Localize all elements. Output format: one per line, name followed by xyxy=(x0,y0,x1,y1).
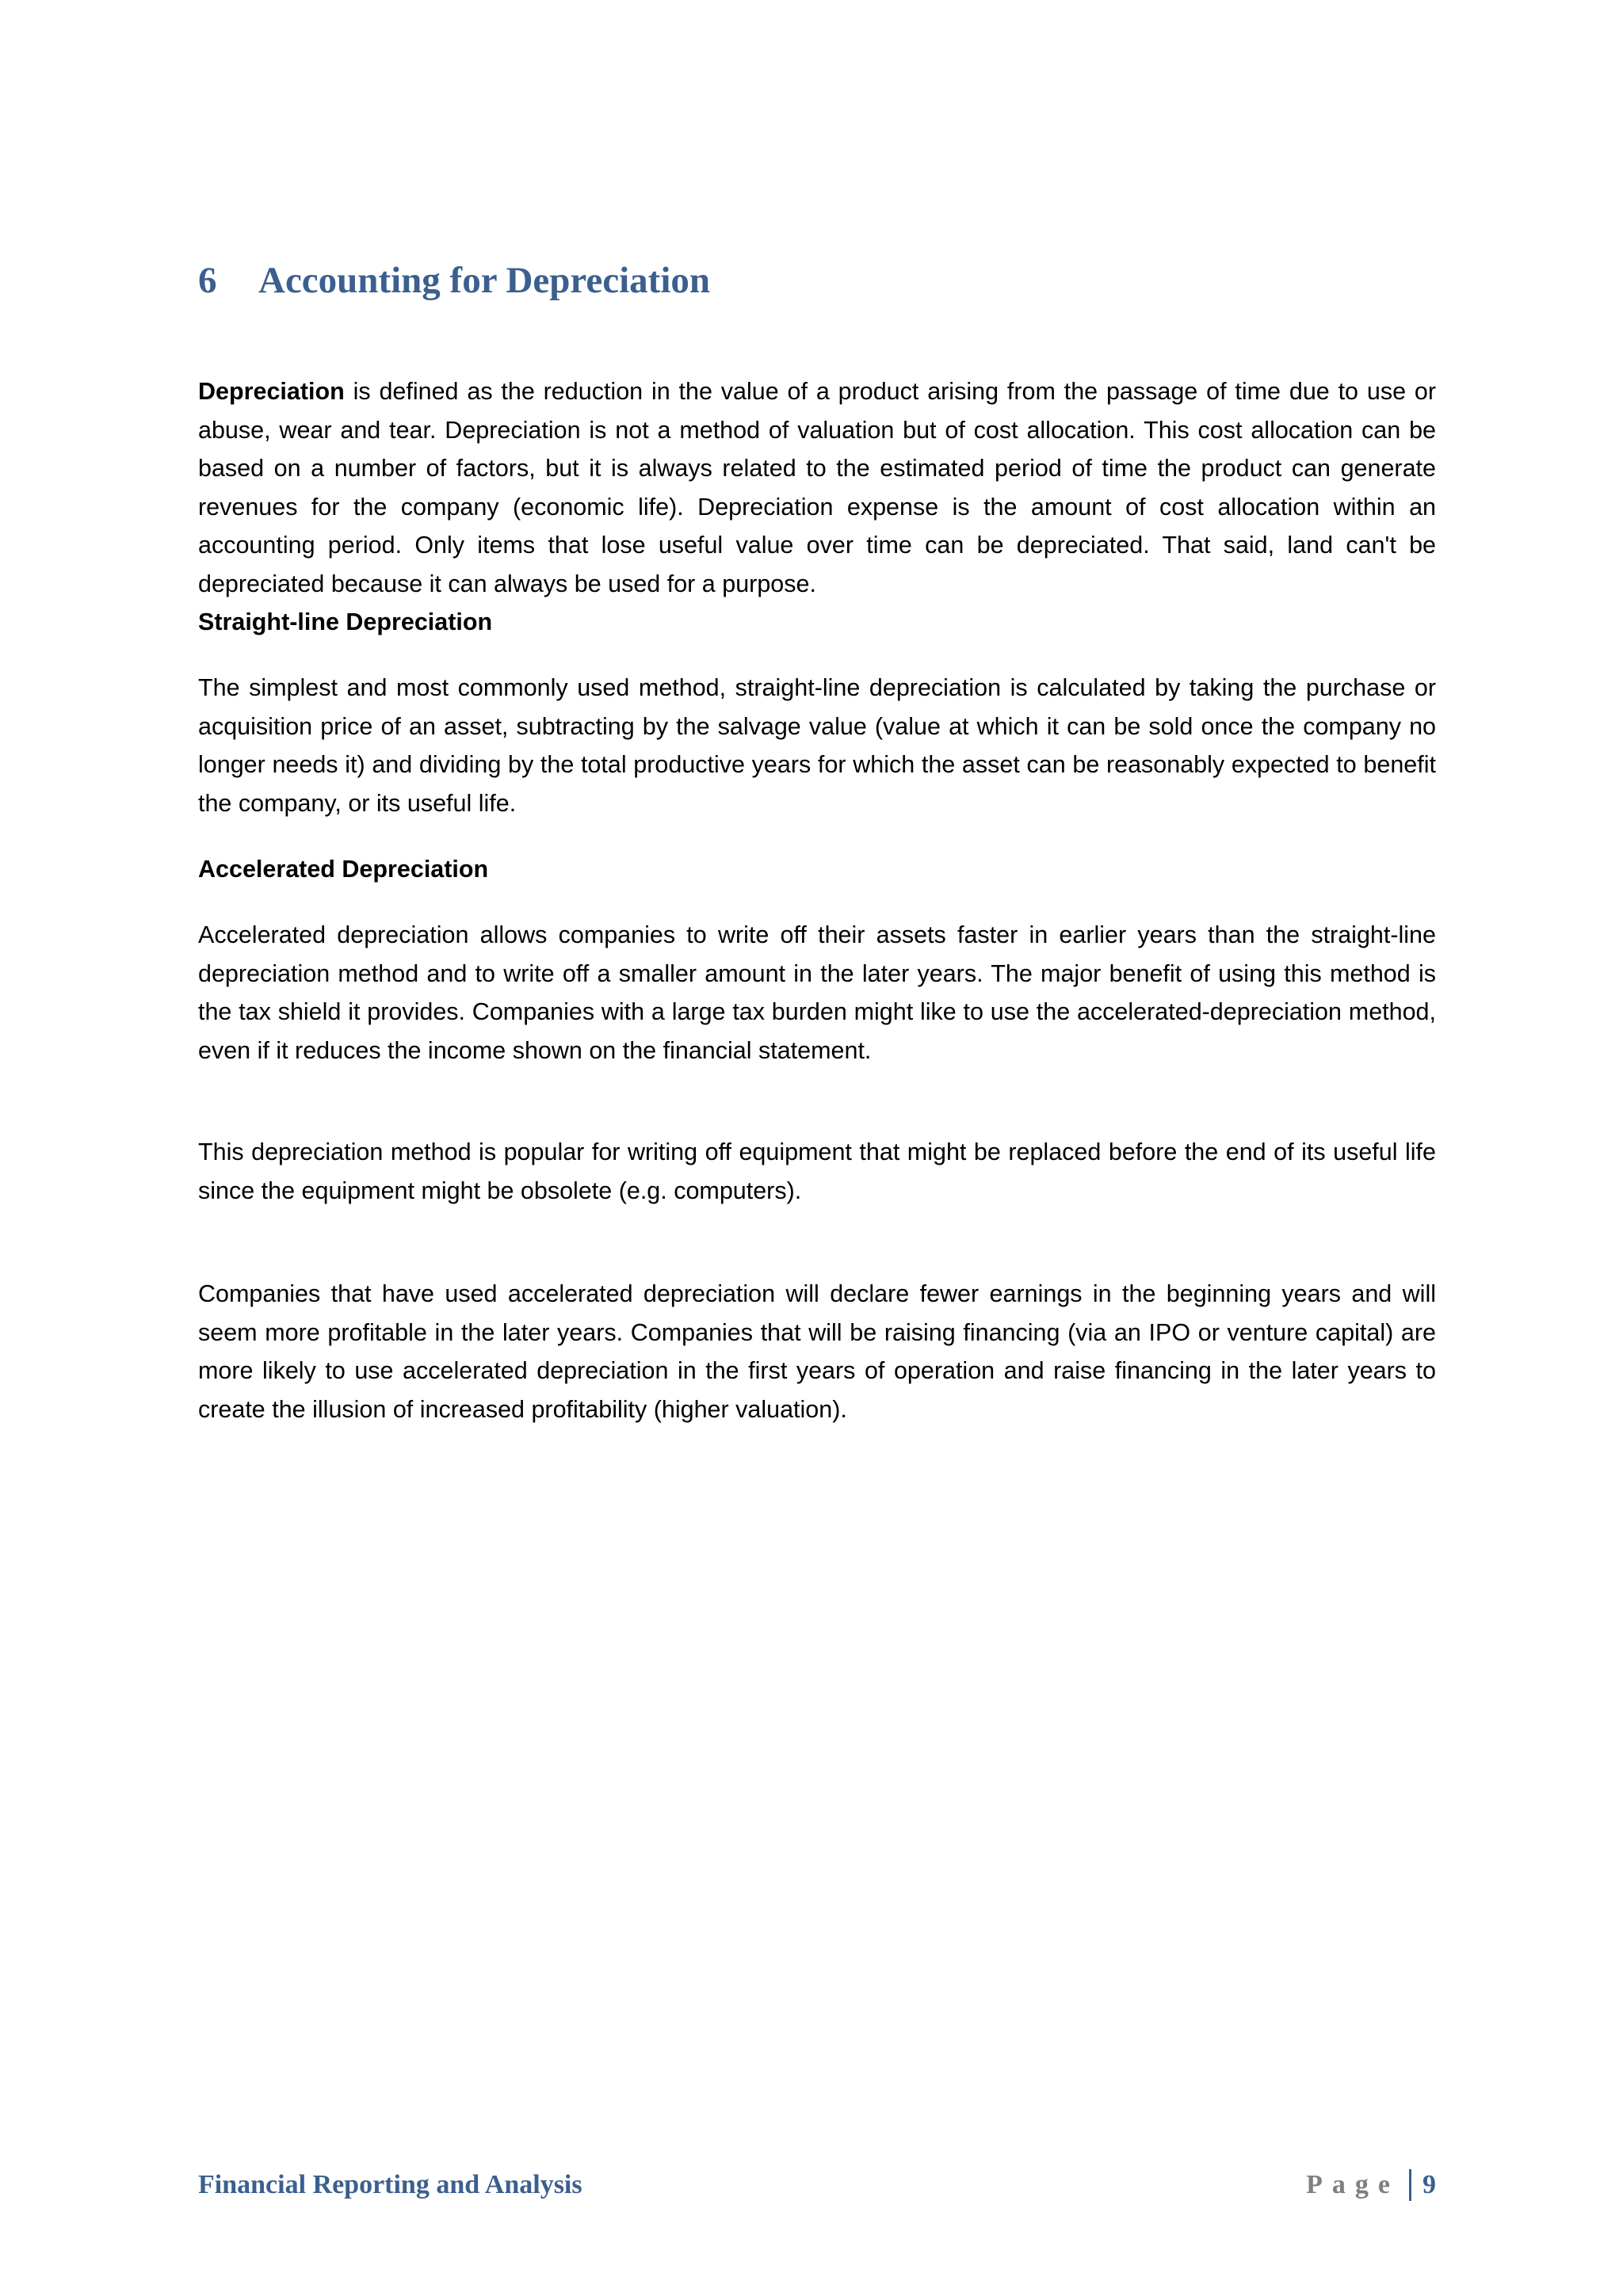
straight-line-heading: Straight-line Depreciation xyxy=(198,608,493,635)
intro-paragraph xyxy=(198,372,1436,603)
straight-line-paragraph: The simplest and most commonly used method, straight-line depreciation is calculated by taking the purchase or acquisition price of an asset, subtracting by the salvage value (value at which it can be sold once the company no longer needs it) and dividing by the total productive years for which the asset can be reasonably expected to benefit the company, or its useful life. xyxy=(198,674,1436,817)
intro-text: is defined as the reduction in the value of a product arising from the passage of time due to use or abuse, wear and tear. Depreciation is not a method of valuation but of cost allocation. This cost allocation can be based on a number of factors, but it is always related to the estimated period of time the product can generate revenues for the company (economic life). Depreciation expense is the amount of cost allocation within an accounting period. Only items that lose useful value over time can be depreciated. That said, land can't be depreciated because it can always be used for a purpose. xyxy=(198,378,1436,597)
section-number: 6 xyxy=(198,260,217,301)
footer-separator xyxy=(1409,2169,1411,2201)
footer-document-title: Financial Reporting and Analysis xyxy=(198,2170,582,2199)
footer-page-number: 9 xyxy=(1423,2170,1436,2199)
intro-term: Depreciation xyxy=(198,378,345,405)
accelerated-paragraph-1: Accelerated depreciation allows companies to write off their assets faster in earlier years than the straight-line depreciation method and to write off a smaller amount in the later years. The major benefit of using this method is the tax shield it provides. Companies with a large tax burden might like to use the accelerated-depreciation method, even if it reduces the income shown on the financial statement. xyxy=(198,921,1436,1064)
section-heading xyxy=(198,258,710,303)
section-title: Accounting for Depreciation xyxy=(258,260,711,301)
accelerated-paragraph-2: This depreciation method is popular for writing off equipment that might be replaced before the end of its useful life since the equipment might be obsolete (e.g. computers). xyxy=(198,1138,1436,1204)
accelerated-paragraph-3: Companies that have used accelerated depreciation will declare fewer earnings in the beginning years and will seem more profitable in the later years. Companies that will be raising financing (via an IPO or venture capital) are more likely to use accelerated depreciation in the first years of operation and raise financing in the later years to create the illusion of increased profitability (higher valuation). xyxy=(198,1280,1436,1423)
accelerated-heading: Accelerated Depreciation xyxy=(198,856,489,883)
footer-page-label: Page xyxy=(1306,2170,1400,2199)
footer-page-indicator xyxy=(1306,2168,1436,2203)
